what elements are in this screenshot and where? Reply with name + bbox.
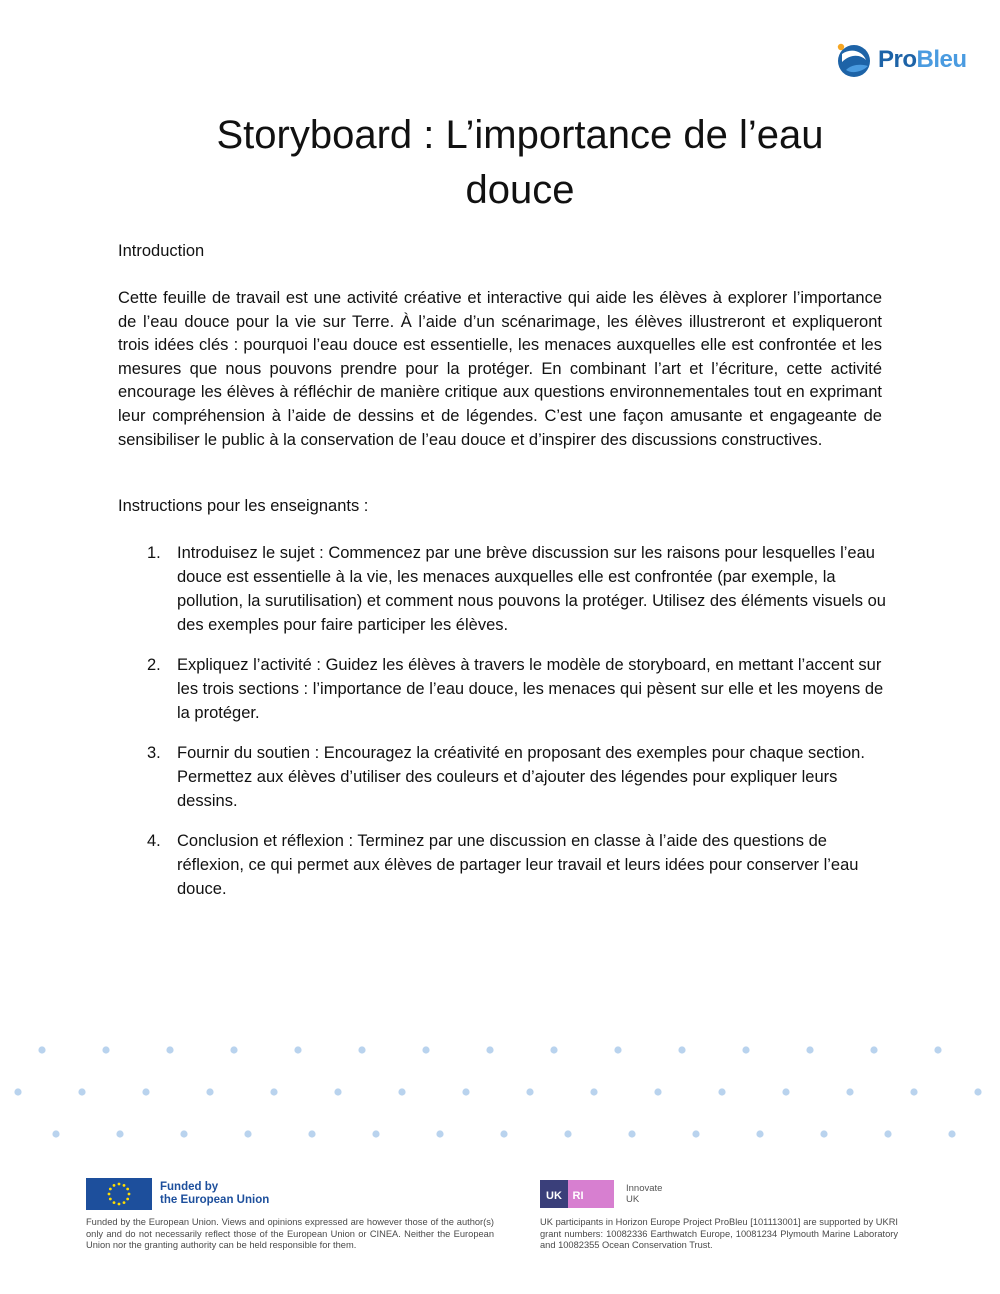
list-item-text: Expliquez l’activité : Guidez les élèves à travers le modèle de storyboard, en mettant l’accent sur les trois sections : l’importance de l’eau douce, les menaces qui pèsent sur elle et les moyens de la protéger. (177, 656, 884, 722)
list-item (147, 541, 887, 637)
list-item (147, 653, 887, 725)
droplet-dot (334, 1088, 341, 1095)
droplet-dot (756, 1130, 763, 1137)
droplet-dot (358, 1046, 365, 1053)
droplet-dot (628, 1130, 635, 1137)
droplet-dot (462, 1088, 469, 1095)
droplet-dot (206, 1088, 213, 1095)
eu-flag-icon (86, 1178, 152, 1210)
list-item-number: 1. (147, 544, 161, 562)
droplet-dot (692, 1130, 699, 1137)
droplet-dot (230, 1046, 237, 1053)
list-item-text: Fournir du soutien : Encouragez la créativité en proposant des exemples pour chaque section. Permettez aux élèves d’utiliser des couleurs et d’ajouter des légendes pour expliquer leurs dessins. (177, 744, 865, 810)
eu-disclaimer: Funded by the European Union. Views and opinions expressed are however those of the author(s) only and do not necessarily reflect those of the European Union or CINEA. Neither the European Union nor the granting authority can be held responsible for them. (86, 1217, 494, 1250)
droplet-dot (678, 1046, 685, 1053)
eu-funding-block (86, 1178, 494, 1252)
droplet-dot (294, 1046, 301, 1053)
list-item-number: 4. (147, 832, 161, 850)
intro-heading: Introduction (118, 242, 205, 260)
droplet-dot (526, 1088, 533, 1095)
droplet-dot (934, 1046, 941, 1053)
list-item-number: 3. (147, 744, 161, 762)
list-item-text: Conclusion et réflexion : Terminez par une discussion en classe à l’aide des questions de réflexion, ce qui permet aux élèves de partager leur travail et leurs idées pour conserver l’eau douce. (177, 832, 859, 898)
droplet-dot (486, 1046, 493, 1053)
droplet-dot (564, 1130, 571, 1137)
droplet-dot (614, 1046, 621, 1053)
droplet-dot (974, 1088, 981, 1095)
droplet-dot (884, 1130, 891, 1137)
droplet-dot (500, 1130, 507, 1137)
intro-paragraph: Cette feuille de travail est une activité créative et interactive qui aide les élèves à explorer l’importance de l’eau douce pour la vie sur Terre. À l’aide d’un scénarimage, les élèves illustreront et expliqueront trois idées clés : pourquoi l’eau douce est essentielle, les menaces auxquelles elle est confrontée et les mesures que nous pouvons prendre pour la protéger. En combinant l’art et l’écriture, cette activité encourage les élèves à réfléchir de manière critique aux questions environnementales tout en exprimant leur compréhension à l’aide de dessins et de légendes. C’est une façon amusante et engageante de sensibiliser le public à la conservation de l’eau douce et d’inspirer des discussions constructives. (118, 289, 882, 449)
droplet-dot (436, 1130, 443, 1137)
droplet-dot (102, 1046, 109, 1053)
list-item-text: Introduisez le sujet : Commencez par une brève discussion sur les raisons pour lesquelles l’eau douce est essentielle à la vie, les menaces auxquelles elle est confrontée (par exemple, la pollution, la surutilisation) et comment nous pouvons la protéger. Utilisez des éléments visuels ou des exemples pour faire participer les élèves. (177, 544, 886, 634)
droplet-dot (78, 1088, 85, 1095)
probleu-logo (832, 40, 967, 80)
droplet-dot (372, 1130, 379, 1137)
ukri-logo-icon (540, 1178, 614, 1210)
eu-star (109, 1188, 112, 1191)
uk-funding-block (540, 1178, 898, 1252)
eu-label: Funded by the European Union (160, 1181, 270, 1206)
eu-star (123, 1184, 126, 1187)
innovate-uk-label: Innovate UK (626, 1183, 663, 1205)
list-item (147, 741, 887, 813)
svg-text:RI: RI (572, 1190, 584, 1202)
droplet-dot (550, 1046, 557, 1053)
eu-star (118, 1203, 121, 1206)
eu-star (109, 1198, 112, 1201)
page-title: Storyboard : L’importance de l’eau douce (216, 113, 824, 212)
droplet-dot (398, 1088, 405, 1095)
droplet-dot (116, 1130, 123, 1137)
eu-star (126, 1198, 129, 1201)
droplet-dot (782, 1088, 789, 1095)
droplet-dot (142, 1088, 149, 1095)
droplet-dot (806, 1046, 813, 1053)
eu-star (108, 1193, 111, 1196)
eu-star (113, 1201, 116, 1204)
decorative-droplet-pattern (0, 1030, 1000, 1160)
droplet-dot (166, 1046, 173, 1053)
droplet-dot (590, 1088, 597, 1095)
eu-star (128, 1193, 131, 1196)
eu-star (113, 1184, 116, 1187)
droplet-dot (718, 1088, 725, 1095)
droplet-dot (870, 1046, 877, 1053)
instructions-list (147, 541, 887, 917)
droplet-dot (742, 1046, 749, 1053)
probleu-logo-text: ProBleu (878, 46, 967, 73)
droplet-dot (308, 1130, 315, 1137)
instructions-heading: Instructions pour les enseignants : (118, 497, 369, 515)
droplet-dot (244, 1130, 251, 1137)
uk-disclaimer: UK participants in Horizon Europe Project ProBleu [101113001] are supported by UKRI grant numbers: 10082336 Earthwatch Europe, 10081234 Plymouth Marine Laboratory and 10082355 Ocean Conservation Trust. (540, 1217, 898, 1250)
svg-text:UK: UK (546, 1190, 562, 1202)
droplet-dot (948, 1130, 955, 1137)
droplet-dot (910, 1088, 917, 1095)
list-item-number: 2. (147, 656, 161, 674)
eu-star (118, 1183, 121, 1186)
droplet-dot (52, 1130, 59, 1137)
droplet-dot (820, 1130, 827, 1137)
eu-star (126, 1188, 129, 1191)
droplet-dot (180, 1130, 187, 1137)
droplet-dot (422, 1046, 429, 1053)
droplet-dot (846, 1088, 853, 1095)
list-item (147, 829, 887, 901)
droplet-dot (654, 1088, 661, 1095)
droplet-dot (38, 1046, 45, 1053)
probleu-logo-icon (832, 40, 874, 80)
eu-star (123, 1201, 126, 1204)
droplet-dot (270, 1088, 277, 1095)
droplet-dot (14, 1088, 21, 1095)
